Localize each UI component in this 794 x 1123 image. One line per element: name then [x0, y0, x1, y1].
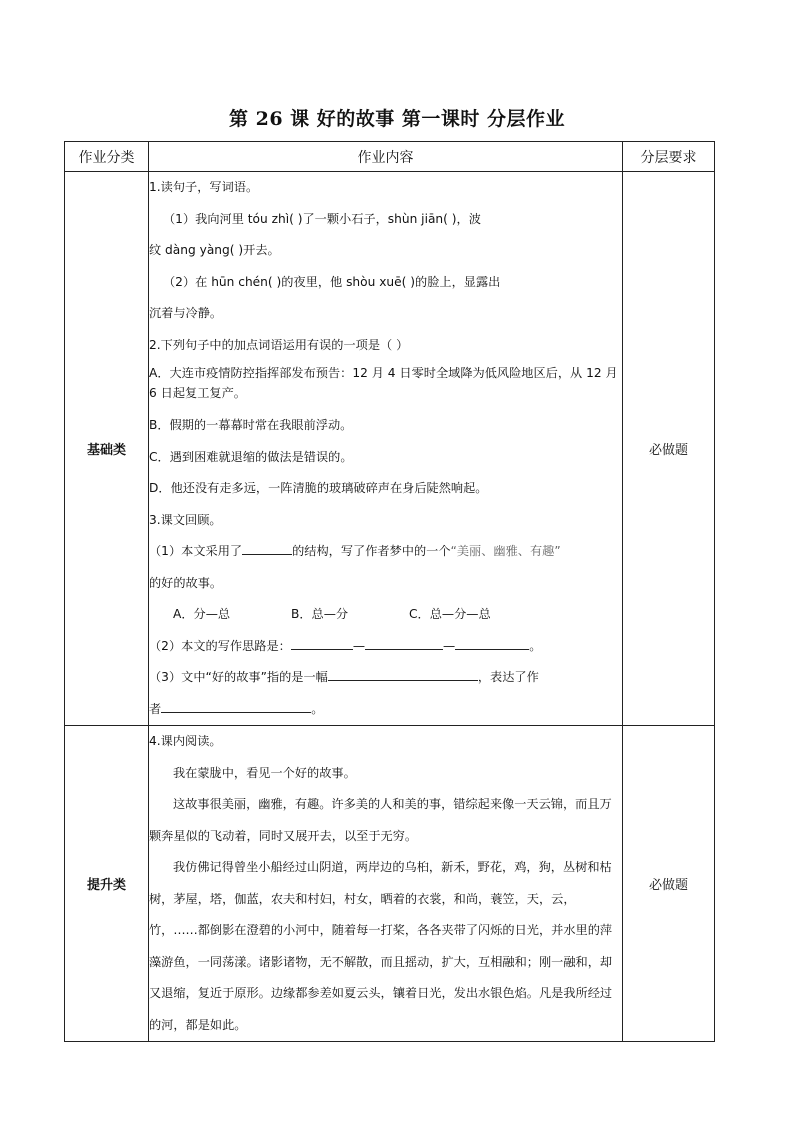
q2-option-c: C．遇到困难就退缩的做法是错误的。: [149, 449, 353, 464]
table-header-row: [65, 142, 715, 172]
q3-1-pre: （1）本文采用了: [149, 544, 243, 558]
q1-line4: 沉着与冷静。: [149, 306, 223, 320]
q3-3-line: [149, 662, 622, 694]
q1-line2: 纹 dàng yàng( )开去。: [149, 243, 280, 257]
homework-table: [64, 141, 715, 1042]
header-category: 作业分类: [65, 142, 149, 172]
q3-2-pre: （2）本文的写作思路是：: [149, 638, 291, 653]
q3-3-pre2: 者: [149, 701, 162, 716]
q1-title: 1.读句子，写词语。: [149, 180, 259, 194]
category-advanced: 提升类: [65, 726, 149, 1042]
answer-blank[interactable]: [328, 666, 478, 681]
q1-line3: （2）在 hūn chén( )的夜里，他 shòu xuē( )的脸上，显露出: [163, 274, 501, 289]
q3-3-end: 。: [311, 701, 324, 716]
q3-1-quote: “美丽、幽雅、有趣”: [450, 544, 561, 558]
q3-title: 3.课文回顾。: [149, 512, 222, 527]
q3-option-c: C．总—分—总: [409, 607, 491, 621]
header-requirement: 分层要求: [623, 142, 715, 172]
table-row-advanced: [65, 726, 715, 1042]
answer-blank[interactable]: [161, 698, 311, 713]
q1-line1: （1）我向河里 tóu zhì( )了一颗小石子，shùn jiān( )，波: [163, 211, 481, 226]
content-basic: [149, 172, 623, 726]
q3-options: [149, 599, 622, 631]
header-content: 作业内容: [149, 142, 623, 172]
q3-3-pre: （3）文中“好的故事”指的是一幅: [149, 670, 328, 684]
q3-1-end: 的好的故事。: [149, 575, 223, 590]
q3-1-line: [149, 536, 622, 568]
q3-option-a: A．分—总: [173, 607, 231, 621]
q3-2-dash2: —: [443, 638, 456, 653]
q2-title: 2.下列句子中的加点词语运用有误的一项是（ ）: [149, 337, 409, 352]
content-advanced: [149, 726, 623, 1042]
answer-blank[interactable]: [242, 540, 292, 555]
q3-option-b: B．总—分: [291, 607, 349, 621]
q3-1-mid: 的结构，写了作者梦中的一个: [292, 544, 451, 558]
q3-2-dash1: —: [352, 638, 366, 653]
q2-option-b: B．假期的一幕幕时常在我眼前浮动。: [149, 418, 353, 432]
q4-title: 4.课内阅读。: [149, 734, 222, 748]
table-row-basic: [65, 172, 715, 726]
q3-3-line2: [149, 694, 622, 726]
reading-paragraph-2: 这故事很美丽，幽雅，有趣。许多美的人和美的事，错综起来像一天云锦，而且万颗奔星似的飞动着，同时又展开去，以至于无穷。: [149, 797, 612, 843]
requirement-basic: 必做题: [623, 172, 715, 726]
reading-paragraph-1: 我在蒙胧中，看见一个好的故事。: [173, 765, 356, 780]
q3-3-mid: ，表达了作: [477, 670, 539, 684]
requirement-advanced: 必做题: [623, 726, 715, 1042]
answer-blank[interactable]: [291, 635, 353, 650]
page-title: 第 26 课 好的故事 第一课时 分层作业: [228, 108, 565, 130]
q3-2-line: [149, 631, 622, 663]
answer-blank[interactable]: [455, 635, 529, 650]
q3-2-end: 。: [529, 638, 542, 653]
q2-option-d: D．他还没有走多远，一阵清脆的玻璃破碎声在身后陡然响起。: [149, 481, 488, 495]
q2-option-a: A．大连市疫情防控指挥部发布预告：12 月 4 日零时全域降为低风险地区后，从 12 月 6 日起复工复产。: [149, 366, 618, 400]
reading-paragraph-3: 我仿佛记得曾坐小船经过山阴道，两岸边的乌桕，新禾，野花，鸡，狗，丛树和枯树，茅屋，塔，伽蓝，农夫和村妇，村女，晒着的衣裳，和尚，蓑笠，天，云，竹，……都倒影在澄碧的小河中，随着每一打桨，各各夹带了闪烁的日光，并水里的萍藻游鱼，一同荡漾。诸影诸物，无不解散，而且摇动，扩大，互相融和；刚一融和，却又退缩，复近于原形。边缘都参差如夏云头，镶着日光，发出水银色焰。凡是我所经过的河，都是如此。: [149, 860, 613, 1032]
category-basic: 基础类: [65, 172, 149, 726]
answer-blank[interactable]: [365, 635, 443, 650]
